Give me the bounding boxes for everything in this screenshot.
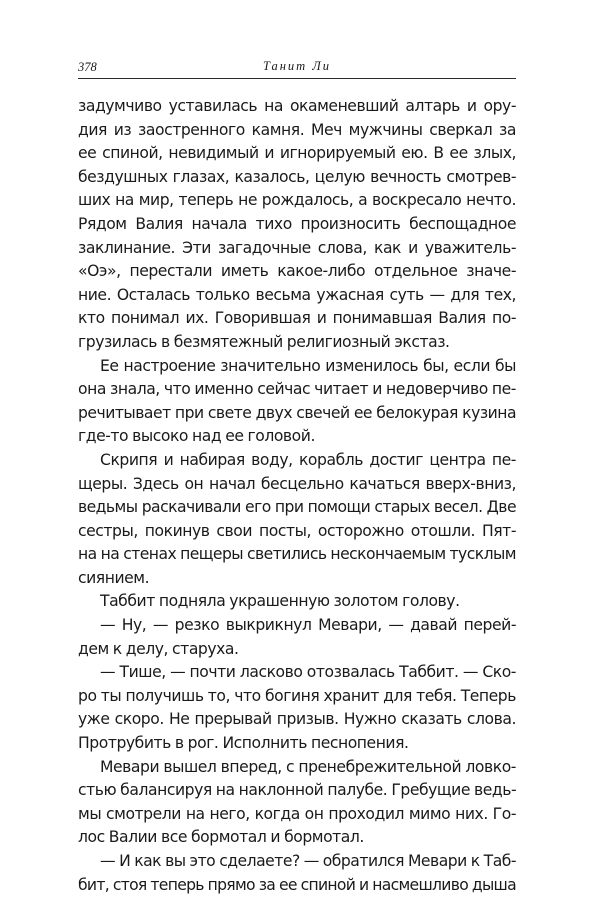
text-line: речитывает при свете двух свечей ее белокурая кузина (78, 403, 516, 422)
text-line: ведьмы раскачивали его при помощи старых весел. Две (78, 498, 516, 517)
text-line: ро ты получишь то, что богиня хранит для тебя. Теперь (78, 686, 516, 705)
text-line: Протрубить в рог. Исполнить песнопения. (78, 734, 409, 753)
text-line: — Ну, — резко выкрикнул Мевари, — давай перей- (100, 616, 516, 635)
running-head-author: Танит Ли (262, 59, 332, 73)
text-line: уже скоро. Не прерывай призыв. Нужно сказать слова. (78, 710, 516, 729)
text-line: мы смотрели на него, когда он проходил мимо них. Го- (78, 804, 516, 823)
body-text (78, 95, 516, 897)
text-line: дем к делу, старуха. (78, 639, 239, 658)
text-line: Таббит подняла украшенную золотом голову. (100, 592, 460, 611)
text-line: — Тише, — почти ласково отозвалась Таббит. — Ско- (100, 663, 516, 682)
text-line: лос Валии все бормотал и бормотал. (78, 828, 364, 847)
text-line: щеры. Здесь он начал бесцельно качаться вверх-вниз, (78, 474, 516, 493)
text-line: — И как вы это сделаете? — обратился Мевари к Таб- (100, 852, 516, 870)
text-line: дия из заостренного камня. Меч мужчины сверкал за (78, 120, 516, 139)
text-line: сестры, покинув свои посты, осторожно отошли. Пят- (78, 521, 516, 540)
text-line: ние. Осталась только весьма ужасная суть — для тех, (78, 285, 516, 304)
page-header (78, 58, 516, 79)
text-line: бездушных глазах, казалось, целую вечность смотрев- (78, 167, 516, 186)
text-line: стью балансируя на наклонной палубе. Гребущие ведь- (78, 781, 517, 800)
text-line: задумчиво уставилась на окаменевший алтарь и ору- (78, 97, 516, 115)
page-number: 378 (78, 60, 97, 74)
text-line: Скрипя и набирая воду, корабль достиг центра пе- (100, 450, 516, 469)
text-line: ших на мир, теперь не рождалось, а воскресало нечто. (78, 191, 516, 210)
text-line: Мевари вышел вперед, с пренебрежительной ловко- (100, 757, 516, 776)
text-line: она знала, что именно сейчас читает и недоверчиво пе- (78, 380, 516, 399)
text-line: заклинание. Эти загадочные слова, как и уважитель- (78, 238, 516, 257)
text-line: Ее настроение значительно изменилось бы, если бы (100, 356, 516, 375)
text-line: грузилась в безмятежный религиозный экстаз. (78, 332, 450, 351)
text-line: сиянием. (78, 568, 150, 587)
text-line: на на стенах пещеры светились нескончаемым тусклым (78, 545, 516, 564)
text-line: Рядом Валия начала тихо произносить беспощадное (78, 214, 516, 233)
text-line: кто понимал их. Говорившая и понимавшая Валия по- (78, 309, 516, 328)
text-line: ее спиной, невидимый и игнорируемый ею. В ее злых, (78, 144, 516, 163)
text-line: где-то высоко над ее головой. (78, 427, 315, 446)
text-line: бит, стоя теперь прямо за ее спиной и насмешливо дыша (78, 875, 516, 894)
text-line: «Оэ», перестали иметь какое-либо отдельное значе- (78, 262, 516, 281)
